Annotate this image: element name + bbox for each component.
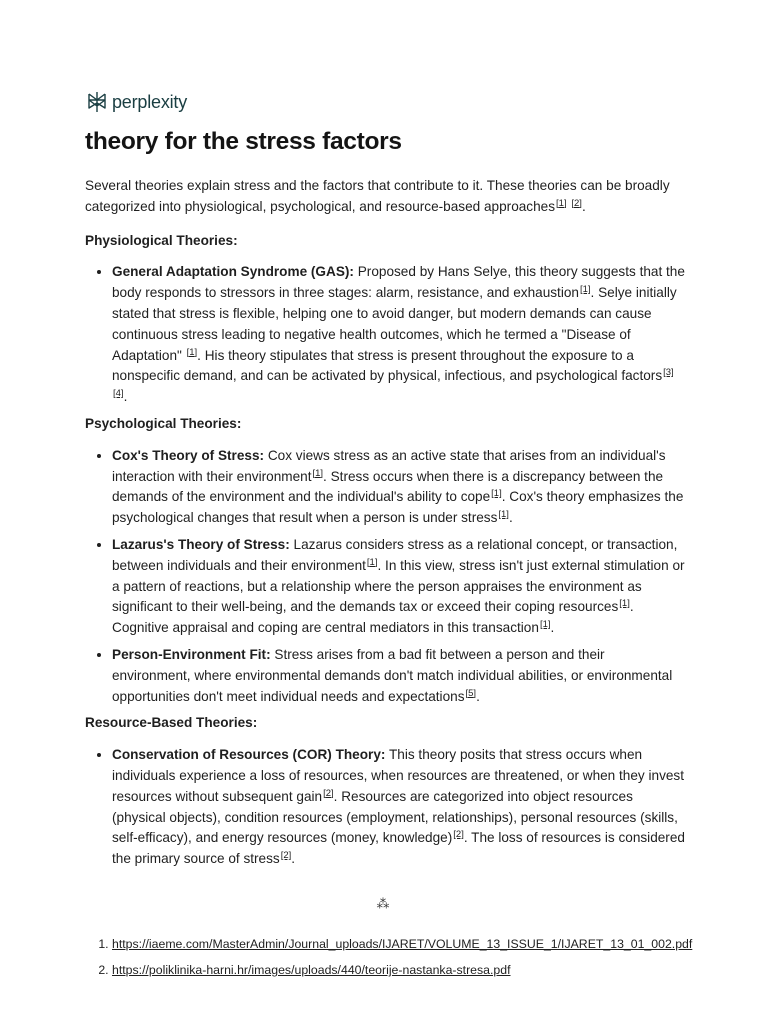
perplexity-logo xyxy=(86,90,187,114)
citation[interactable]: [1] xyxy=(619,598,630,610)
intro-paragraph: Several theories explain stress and the factors that contribute to it. These theories can be broadly categorized into physiological, psychological, and resource-based approaches[1] [2]. xyxy=(85,178,670,214)
citation[interactable]: [3] xyxy=(663,367,674,379)
citation[interactable]: [1] xyxy=(186,346,198,358)
citation[interactable]: [1] xyxy=(491,488,502,500)
reference-link[interactable]: https://poliklinika-harni.hr/images/uploads/440/teorije-nastanka-stresa.pdf xyxy=(112,963,511,977)
brand-name: perplexity xyxy=(112,91,188,112)
reference-link[interactable]: https://iaeme.com/MasterAdmin/Journal_uploads/IJARET/VOLUME_13_ISSUE_1/IJARET_13_01_002.pdf xyxy=(112,937,693,951)
citation[interactable]: [1] xyxy=(498,509,509,521)
citation[interactable]: [2] xyxy=(571,197,582,209)
section-heading-psychological: Psychological Theories: xyxy=(85,415,242,431)
citation[interactable]: [1] xyxy=(556,197,567,209)
page-title: theory for the stress factors xyxy=(85,128,402,155)
perplexity-logo-icon xyxy=(86,90,108,114)
list-item-cox: • Cox's Theory of Stress: Cox views stress as an active state that arises from an individual's interaction with their environment[1]. Stress occurs when there is a discrepancy between the demands of the environment and the individual's ability to cope[1]. Cox's theory emphasizes the psychological changes that result when a person is under stress[1]. xyxy=(112,446,685,529)
physiological-list xyxy=(85,262,685,408)
psychological-list xyxy=(85,446,685,708)
reference-item xyxy=(112,934,752,955)
term-label: Conservation of Resources (COR) Theory: xyxy=(112,747,386,763)
citation[interactable]: [1] xyxy=(539,619,551,631)
citation[interactable]: [2] xyxy=(453,829,464,841)
citation[interactable]: [4] xyxy=(113,388,124,400)
section-heading-physiological: Physiological Theories: xyxy=(85,232,238,248)
list-item-cor: • Conservation of Resources (COR) Theory: This theory posits that stress occurs when individuals experience a loss of resources, when resources are threatened, or when they invest resources without subsequent gain[2]. Resources are categorized into object resources (physical objects), condition resources (employment, relationships), personal resources (skills, self-efficacy), and energy resources (money, knowledge)[2]. The loss of resources is considered the primary source of stress[2]. xyxy=(112,745,685,870)
list-item-person-environment-fit: • Person-Environment Fit: Stress arises from a bad fit between a person and their environment, where environmental demands don't match individual abilities, or environmental opportunities don't meet individual needs and expectations[5]. xyxy=(112,645,685,707)
list-item-lazarus: • Lazarus's Theory of Stress: Lazarus considers stress as a relational concept, or transaction, between individuals and their environment[1]. In this view, stress isn't just external stimulation or a pattern of reactions, but a relationship where the person appraises the environment as significant to their well-being, and the demands tax or exceed their coping resources[1]. Cognitive appraisal and coping are central mediators in this transaction[1]. xyxy=(112,535,685,639)
citation[interactable]: [2] xyxy=(323,787,334,799)
resource-list xyxy=(85,745,685,870)
citation[interactable]: [1] xyxy=(312,467,324,479)
term-label: General Adaptation Syndrome (GAS): xyxy=(112,264,354,280)
term-label: Cox's Theory of Stress: xyxy=(112,447,265,463)
answer-body xyxy=(85,176,685,876)
citation[interactable]: [1] xyxy=(366,556,378,568)
section-divider: ⁂ xyxy=(376,896,390,911)
term-label: Person-Environment Fit: xyxy=(112,646,271,662)
term-label: Lazarus's Theory of Stress: xyxy=(112,536,290,552)
citation[interactable]: [5] xyxy=(465,687,477,699)
references-list xyxy=(85,934,752,986)
list-item-gas: • General Adaptation Syndrome (GAS): Proposed by Hans Selye, this theory suggests that the body responds to stressors in three stages: alarm, resistance, and exhaustion[1]. Selye initially stated that stress is flexible, helping one to avoid danger, but modern demands can cause continuous stress leading to negative health outcomes, which he termed a "Disease of Adaptation" [1]. His theory stipulates that stress is present throughout the exposure to a nonspecific demand, and can be activated by physical, infectious, and psychological factors[3] [4]. xyxy=(112,262,685,408)
reference-item xyxy=(112,960,752,981)
citation[interactable]: [2] xyxy=(280,850,292,862)
section-heading-resource: Resource-Based Theories: xyxy=(85,715,258,731)
citation[interactable]: [1] xyxy=(579,284,591,296)
